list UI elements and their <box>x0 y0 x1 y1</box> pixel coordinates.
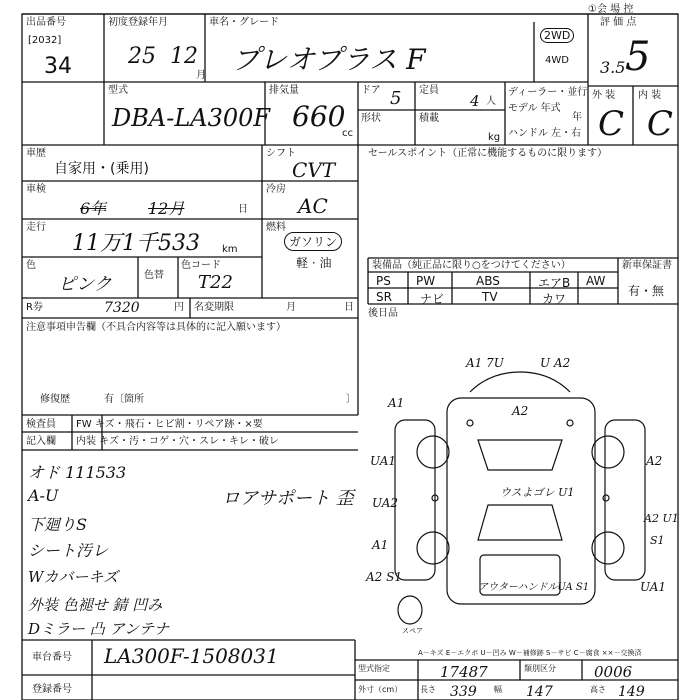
ac-label: 冷房 <box>266 184 286 195</box>
lot-label: 出品番号 <box>26 17 66 28</box>
name-change-label: 名変期限 <box>194 302 234 313</box>
score-label: 評 価 点 <box>600 17 637 28</box>
lot-sub: [2032] <box>28 35 62 46</box>
grade-cc: C C <box>598 104 679 144</box>
repair-label: 修復歴 <box>40 394 70 405</box>
displacement-value: 660 <box>292 100 346 133</box>
usage-label: 車歴 <box>26 148 46 159</box>
first-reg-month: 12 <box>170 44 198 69</box>
car-name-label: 車名・グレード <box>209 17 279 28</box>
mark-left-door: UA1 <box>370 454 397 468</box>
spec-label: 型式指定 <box>358 664 390 673</box>
door-value: 5 <box>390 88 402 109</box>
color-code-label: 色コード <box>181 260 221 271</box>
mark-right-rear: UA1 <box>640 580 667 594</box>
note-line-7: Dミラー 凸 アンテナ <box>28 620 169 638</box>
diagram-legend: A－キズ E－エクボ U－凹み W－補修跡 S－サビ C－腐食 ××－交換済 <box>418 649 642 657</box>
warranty-value: 有・無 <box>628 284 665 298</box>
drive-2wd: 2WD <box>540 28 574 43</box>
inspection-day: 日 <box>238 204 248 215</box>
dealer-label: ディーラー・並行 <box>508 87 588 98</box>
exterior-label: 外 装 <box>592 90 616 101</box>
mark-spare: スペア <box>402 627 423 635</box>
inspection-month: 12月 <box>148 199 185 218</box>
height-label: 高さ <box>590 685 606 694</box>
note-line-1: オド 111533 <box>28 463 127 482</box>
name-change-day: 日 <box>344 302 354 313</box>
mark-front-left: A1 7U <box>466 356 504 370</box>
car-name: プレオプラス F <box>232 43 426 76</box>
door-label: ドア <box>361 85 381 96</box>
displacement-label: 排気量 <box>269 85 299 96</box>
km-unit: km <box>222 244 238 255</box>
fuel-value: ガソリン <box>284 232 342 251</box>
rear-seat-label: 後日品 <box>368 308 398 319</box>
equip-aw: AW <box>586 274 606 288</box>
person-unit: 人 <box>486 96 496 107</box>
entry-label: 記入欄 <box>26 436 56 447</box>
equip-leather: カワ <box>542 292 567 306</box>
mark-roof: ウスよゴレ U1 <box>500 486 575 499</box>
first-reg-label: 初度登録年月 <box>108 17 168 28</box>
note-line-5: Wカバーキズ <box>28 568 119 586</box>
mark-back-door: アウターハンドルUA S1 <box>478 582 590 593</box>
note-line-6: 外装 色褪せ 錆 凹み <box>28 596 163 614</box>
equip-tv: TV <box>482 290 498 304</box>
rear-support-note: ロアサポート 歪 <box>222 488 354 509</box>
month-unit: 月 <box>196 70 206 81</box>
inspection-label: 車検 <box>26 184 46 195</box>
warranty-label: 新車保証書 <box>622 260 672 271</box>
length-value: 339 <box>450 684 477 700</box>
equip-ps: PS <box>376 274 391 288</box>
shift-value: CVT <box>292 158 336 182</box>
capacity-value: 4 <box>470 92 480 110</box>
shift-label: シフト <box>266 148 296 159</box>
drive-4wd: 4WD <box>545 55 569 66</box>
spec-value: 17487 <box>440 663 488 681</box>
category-label: 類別区分 <box>524 664 556 673</box>
interior-label: 内 装 <box>638 90 662 101</box>
height-value: 149 <box>618 684 645 700</box>
chassis-value: LA300F-1508031 <box>104 644 279 668</box>
fuel-alt: 軽 · 油 <box>296 256 332 270</box>
mark-hood: A2 <box>512 404 529 418</box>
kg-unit: kg <box>488 132 501 143</box>
model-label: 型式 <box>108 85 128 96</box>
color-value: ピンク <box>58 274 112 295</box>
reg-label: 登録番号 <box>32 684 72 695</box>
mileage-value: 11万1千533 <box>72 231 200 256</box>
inspector-label: 検査員 <box>26 419 56 430</box>
sales-label: セールスポイント（正常に機能するものに限ります） <box>368 148 608 159</box>
repair-close: 〕 <box>346 394 356 405</box>
usage-value: 自家用・(乗用) <box>54 161 149 177</box>
handle-label: ハンドル 左・右 <box>508 128 582 139</box>
ac-value: AC <box>298 194 328 218</box>
model-value: DBA-LA300F <box>112 104 271 132</box>
year-suffix: 年 <box>572 112 582 123</box>
score: 5 <box>625 34 651 80</box>
score-sub: 3.5 <box>600 58 626 77</box>
category-value: 0006 <box>594 663 633 681</box>
model-year-label: モデル 年式 <box>508 103 561 114</box>
mark-left-quarter: A1 <box>372 538 389 552</box>
top-right-label: ①会 場 控 <box>588 4 634 15</box>
mark-left-rear-door: UA2 <box>372 496 399 510</box>
equip-sr: SR <box>376 290 392 304</box>
mark-right-rear-door: A2 U1 <box>644 512 679 525</box>
color-change-label: 色替 <box>144 270 164 281</box>
exterior-row: FW キズ・飛石・ヒビ割・リペア跡・×要 <box>76 419 263 430</box>
note-line-3: 下廻りS <box>28 515 87 534</box>
note-line-4: シート汚レ <box>28 541 109 560</box>
recycle-value: 7320 <box>104 300 140 316</box>
repair-value: 有〔箇所 <box>104 394 144 405</box>
cc-unit: cc <box>342 128 353 139</box>
load-label: 積載 <box>419 113 439 124</box>
name-change-month: 月 <box>286 302 296 313</box>
dims-label: 外寸（cm） <box>358 685 403 694</box>
equip-abs: ABS <box>476 274 500 288</box>
note-line-2: A-U <box>28 486 59 505</box>
color-label: 色 <box>26 260 36 271</box>
mark-right-quarter: S1 <box>650 534 665 547</box>
equip-pw: PW <box>416 274 436 288</box>
capacity-label: 定員 <box>419 85 439 96</box>
equipment-label: 装備品（純正品に限り○をつけてください） <box>372 260 571 271</box>
mark-left-rear: A2 S1 <box>366 570 402 584</box>
shape-label: 形状 <box>361 113 381 124</box>
width-value: 147 <box>526 684 553 700</box>
recycle-label: R券 <box>26 302 43 313</box>
inspection-year: 6年 <box>80 199 107 218</box>
interior-row: 内装 キズ・汚・コゲ・穴・スレ・キレ・破レ <box>76 436 279 447</box>
fuel-label: 燃料 <box>266 222 286 233</box>
caution-label: 注意事項申告欄（不具合内容等は具体的に記入願います） <box>26 322 286 333</box>
equip-airbag: エアB <box>538 276 571 290</box>
length-label: 長さ <box>420 685 436 694</box>
mark-right-door: A2 <box>646 454 663 468</box>
mark-front-right: U A2 <box>540 356 571 370</box>
yen-unit: 円 <box>174 302 184 313</box>
width-label: 幅 <box>494 685 502 694</box>
mark-left-front: A1 <box>388 396 405 410</box>
color-code: T22 <box>198 272 233 293</box>
chassis-label: 車台番号 <box>32 652 72 663</box>
first-reg-year: 25 <box>128 44 156 69</box>
equip-navi: ナビ <box>420 292 445 306</box>
lot-number: 34 <box>44 54 72 79</box>
mileage-label: 走行 <box>26 222 46 233</box>
